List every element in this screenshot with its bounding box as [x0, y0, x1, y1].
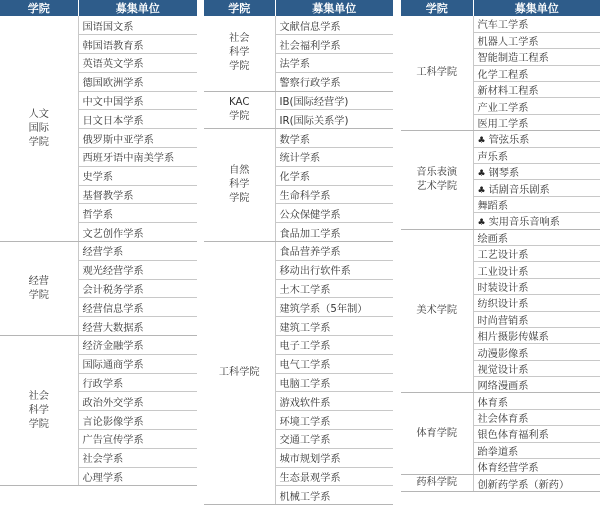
table-row	[0, 242, 197, 261]
unit-cell	[473, 196, 600, 212]
unit-cell	[275, 35, 393, 54]
unit-cell	[78, 166, 197, 185]
unit-label: 社会体育系	[477, 414, 529, 426]
unit-label: 智能制造工程系	[477, 53, 549, 65]
college-header: 学院	[401, 0, 473, 16]
unit-label: 政治外交学系	[82, 397, 144, 409]
unit-cell	[473, 426, 600, 442]
table-row	[204, 91, 393, 110]
unit-label: 会计税务学系	[82, 285, 144, 297]
unit-label: 动漫影像系	[477, 348, 529, 360]
unit-label: 工艺设计系	[477, 250, 529, 262]
college-header: 学院	[0, 0, 78, 16]
college-name: 经营 学院	[0, 242, 78, 336]
unit-cell	[275, 260, 393, 279]
table-row	[204, 129, 393, 148]
unit-label: 数学系	[279, 134, 311, 146]
unit-cell	[275, 54, 393, 73]
unit-cell	[275, 392, 393, 411]
unit-cell	[473, 114, 600, 130]
unit-label: 经济金融学系	[82, 341, 144, 353]
unit-cell	[275, 373, 393, 392]
unit-label: 城市规划学系	[279, 454, 341, 466]
unit-label: 绘画系	[477, 233, 509, 245]
unit-label: 化学系	[279, 172, 311, 184]
unit-label: IB(国际经营学)	[279, 97, 349, 109]
unit-cell	[78, 91, 197, 110]
unit-cell	[275, 411, 393, 430]
unit-cell	[78, 260, 197, 279]
unit-cell	[473, 98, 600, 114]
unit-cell	[78, 148, 197, 167]
col1-body	[0, 16, 197, 486]
unit-label: 经营学系	[82, 247, 124, 259]
club-suit-icon: ♣	[477, 136, 486, 147]
unit-header: 募集单位	[275, 0, 393, 16]
unit-cell	[275, 486, 393, 505]
unit-cell	[473, 278, 600, 294]
unit-cell	[275, 242, 393, 261]
unit-label: 体育经营学系	[477, 463, 539, 475]
unit-label: 建筑学系（5年制）	[279, 303, 368, 315]
unit-label: 时尚营销系	[477, 315, 529, 327]
unit-label: 土木工学系	[279, 285, 331, 297]
unit-label: 心理学系	[82, 473, 124, 485]
unit-label: 汽车工学系	[477, 20, 529, 32]
unit-cell	[78, 72, 197, 91]
club-suit-icon: ♣	[477, 169, 486, 180]
unit-cell	[275, 336, 393, 355]
unit-cell	[275, 279, 393, 298]
unit-label: 史学系	[82, 172, 114, 184]
unit-label: 警察行政学系	[279, 78, 341, 90]
unit-header: 募集单位	[78, 0, 197, 16]
majors-table-middle	[204, 0, 393, 505]
unit-cell	[78, 317, 197, 336]
unit-label: 纺织设计系	[477, 299, 529, 311]
unit-cell	[473, 147, 600, 163]
unit-cell	[78, 336, 197, 355]
table-row	[204, 242, 393, 261]
unit-cell	[275, 166, 393, 185]
unit-label: 创新药学系（新药）	[477, 479, 570, 491]
unit-cell	[473, 393, 600, 409]
unit-cell	[78, 411, 197, 430]
unit-cell	[473, 377, 600, 393]
unit-label: 文艺创作学系	[82, 228, 144, 240]
unit-cell	[473, 311, 600, 327]
unit-cell	[275, 223, 393, 242]
unit-label: 经营信息学系	[82, 303, 144, 315]
unit-label: 韩国语教育系	[82, 40, 144, 52]
unit-cell	[473, 409, 600, 425]
unit-label: 医用工学系	[477, 119, 529, 131]
club-suit-icon: ♣	[477, 218, 486, 229]
college-name: 美术学院	[401, 229, 473, 393]
unit-cell	[473, 82, 600, 98]
majors-table-left	[0, 0, 197, 486]
college-name: 社会 科学 学院	[204, 16, 275, 91]
college-name: 音乐表演 艺术学院	[401, 131, 473, 229]
unit-label: 言论影像学系	[82, 416, 144, 428]
unit-cell	[473, 295, 600, 311]
unit-cell	[473, 164, 600, 180]
unit-label: 电脑工学系	[279, 379, 331, 391]
college-name: 工科学院	[401, 16, 473, 131]
unit-label: 相片摄影传媒系	[477, 332, 549, 344]
unit-cell	[78, 204, 197, 223]
unit-label: 行政学系	[82, 379, 124, 391]
unit-cell	[473, 245, 600, 261]
unit-cell	[78, 373, 197, 392]
unit-label: 银色体育福利系	[477, 430, 549, 442]
unit-cell	[78, 298, 197, 317]
unit-cell	[473, 49, 600, 65]
unit-cell	[275, 204, 393, 223]
majors-table-right	[401, 0, 600, 492]
unit-label: 钢琴系	[488, 168, 520, 180]
col2-body	[204, 16, 393, 505]
unit-label: 机器人工学系	[477, 37, 539, 49]
unit-label: 管弦乐系	[488, 135, 530, 147]
unit-cell	[275, 110, 393, 129]
table-row	[401, 229, 600, 245]
unit-cell	[78, 129, 197, 148]
unit-label: 化学工程系	[477, 69, 529, 81]
unit-label: 社会福利学系	[279, 40, 341, 52]
unit-label: 生命科学系	[279, 191, 331, 203]
unit-label: 电子工学系	[279, 341, 331, 353]
college-name: 人文 国际 学院	[0, 16, 78, 242]
unit-label: 新材料工程系	[477, 86, 539, 98]
unit-cell	[473, 475, 600, 491]
unit-cell	[473, 131, 600, 147]
unit-cell	[473, 459, 600, 475]
unit-cell	[275, 317, 393, 336]
table-row	[0, 16, 197, 35]
unit-header: 募集单位	[473, 0, 600, 16]
unit-cell	[473, 442, 600, 458]
unit-label: 工业设计系	[477, 266, 529, 278]
unit-cell	[473, 327, 600, 343]
unit-label: 机械工学系	[279, 491, 331, 503]
unit-cell	[275, 185, 393, 204]
unit-label: 基督教学系	[82, 191, 134, 203]
unit-cell	[275, 430, 393, 449]
unit-label: 食品加工学系	[279, 228, 341, 240]
unit-cell	[473, 180, 600, 196]
table-row	[204, 16, 393, 35]
unit-cell	[473, 360, 600, 376]
college-header: 学院	[204, 0, 275, 16]
unit-label: 英语英文学系	[82, 59, 144, 71]
unit-cell	[473, 262, 600, 278]
college-name: 体育学院	[401, 393, 473, 475]
table-row	[0, 336, 197, 355]
unit-label: 交通工学系	[279, 435, 331, 447]
unit-label: 体育系	[477, 397, 509, 409]
unit-label: 国语国文系	[82, 21, 134, 33]
unit-label: 日文日本学系	[82, 115, 144, 127]
unit-label: 德国欧洲学系	[82, 78, 144, 90]
unit-cell	[78, 242, 197, 261]
unit-label: 法学系	[279, 59, 311, 71]
unit-label: 建筑工学系	[279, 322, 331, 334]
unit-label: 产业工学系	[477, 102, 529, 114]
unit-cell	[275, 16, 393, 35]
unit-cell	[275, 148, 393, 167]
unit-cell	[275, 91, 393, 110]
unit-cell	[78, 467, 197, 486]
unit-label: 环境工学系	[279, 416, 331, 428]
unit-cell	[78, 448, 197, 467]
table-row	[401, 16, 600, 32]
college-name: KAC 学院	[204, 91, 275, 129]
unit-label: 跆拳道系	[477, 446, 519, 458]
table-row	[401, 475, 600, 491]
unit-cell	[275, 448, 393, 467]
unit-cell	[78, 223, 197, 242]
unit-label: 舞蹈系	[477, 200, 509, 212]
unit-cell	[78, 35, 197, 54]
unit-cell	[78, 54, 197, 73]
unit-label: 时装设计系	[477, 282, 529, 294]
unit-cell	[275, 467, 393, 486]
unit-cell	[78, 16, 197, 35]
college-name: 自然 科学 学院	[204, 129, 275, 242]
unit-cell	[473, 32, 600, 48]
club-suit-icon: ♣	[477, 185, 486, 196]
unit-cell	[78, 279, 197, 298]
unit-cell	[78, 185, 197, 204]
table-row	[401, 393, 600, 409]
unit-label: 话剧音乐剧系	[488, 184, 550, 196]
unit-label: 俄罗斯中亚学系	[82, 134, 154, 146]
unit-cell	[275, 354, 393, 373]
unit-label: 移动出行软件系	[279, 266, 351, 278]
table-row	[401, 131, 600, 147]
unit-cell	[473, 344, 600, 360]
unit-cell	[275, 298, 393, 317]
unit-label: 视觉设计系	[477, 364, 529, 376]
unit-label: 中文中国学系	[82, 97, 144, 109]
unit-label: 生态景观学系	[279, 473, 341, 485]
unit-cell	[78, 430, 197, 449]
unit-label: 统计学系	[279, 153, 321, 165]
unit-label: 广告宣传学系	[82, 435, 144, 447]
unit-label: 声乐系	[477, 151, 509, 163]
unit-label: 观光经营学系	[82, 266, 144, 278]
unit-cell	[275, 129, 393, 148]
unit-label: 国际通商学系	[82, 360, 144, 372]
unit-cell	[275, 72, 393, 91]
unit-label: 电气工学系	[279, 360, 331, 372]
unit-label: 食品营养学系	[279, 247, 341, 259]
unit-cell	[473, 213, 600, 229]
unit-label: IR(国际关系学)	[279, 115, 349, 127]
unit-label: 公众保健学系	[279, 209, 341, 221]
unit-cell	[473, 65, 600, 81]
col3-body	[401, 16, 600, 491]
unit-label: 西班牙语中南美学系	[82, 153, 175, 165]
unit-label: 哲学系	[82, 209, 114, 221]
unit-cell	[78, 392, 197, 411]
unit-cell	[78, 354, 197, 373]
unit-label: 文献信息学系	[279, 21, 341, 33]
unit-label: 社会学系	[82, 454, 124, 466]
college-name: 社会 科学 学院	[0, 336, 78, 486]
unit-label: 网络漫画系	[477, 381, 529, 393]
unit-label: 经营大数据系	[82, 322, 144, 334]
college-name: 药科学院	[401, 475, 473, 491]
unit-cell	[473, 229, 600, 245]
unit-label: 游戏软件系	[279, 397, 331, 409]
unit-cell	[78, 110, 197, 129]
unit-label: 实用音乐音响系	[488, 217, 560, 229]
unit-cell	[473, 16, 600, 32]
college-name: 工科学院	[204, 242, 275, 505]
